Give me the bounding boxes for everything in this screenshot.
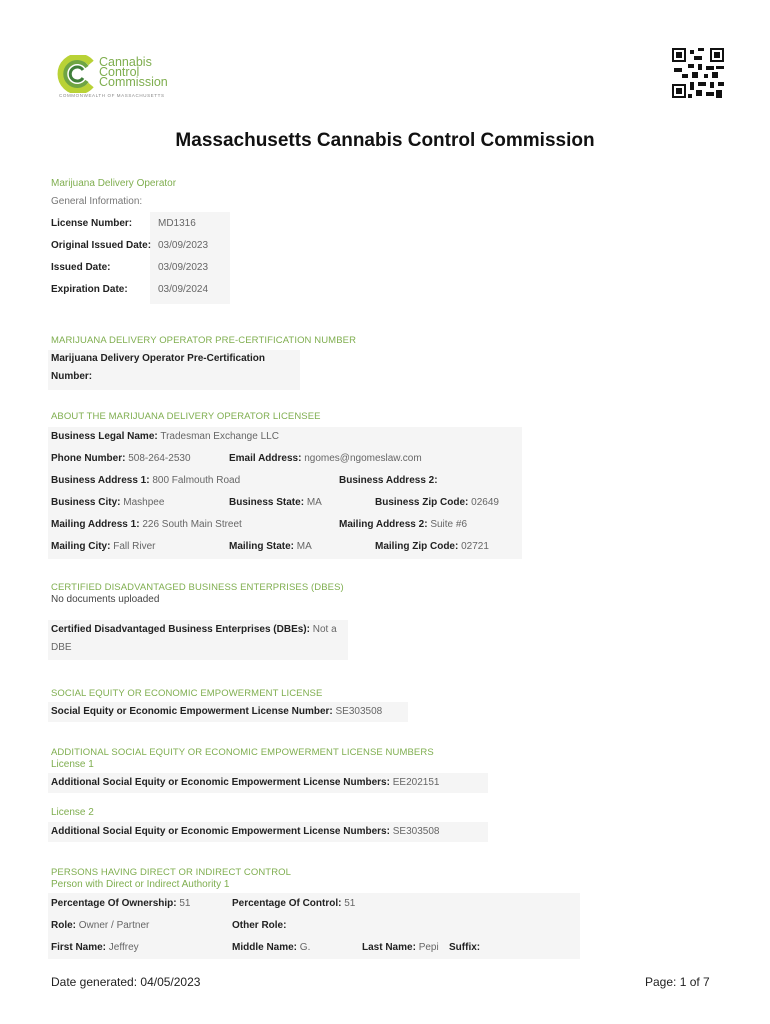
logo-mark-icon	[55, 55, 99, 93]
mail-city-value: Fall River	[113, 541, 156, 552]
dbe-row	[51, 624, 337, 635]
control-label: Percentage Of Control:	[232, 898, 342, 909]
mail2-row	[339, 519, 467, 530]
value-shade	[48, 427, 522, 559]
license2-value: SE303508	[392, 826, 440, 837]
logo-line: Cannabis	[99, 55, 152, 69]
footer-date: Date generated: 04/05/2023	[51, 975, 201, 989]
precert-label-cont: Number:	[51, 371, 93, 382]
license-type: Marijuana Delivery Operator	[51, 178, 177, 189]
license-number-label: License Number:	[51, 218, 133, 229]
logo-line: Control	[99, 65, 140, 79]
email-label: Email Address:	[229, 453, 302, 464]
social-equity-heading: SOCIAL EQUITY OR ECONOMIC EMPOWERMENT LICENSE	[51, 688, 323, 699]
address2-label: Business Address 2:	[339, 475, 438, 486]
last-name-label: Last Name:	[362, 942, 416, 953]
page-title: Massachusetts Cannabis Control Commission	[175, 130, 595, 151]
license1-label: Additional Social Equity or Economic Empowerment License Numbers:	[51, 777, 390, 788]
role-row	[51, 920, 149, 931]
middle-name-row	[232, 942, 310, 953]
persons-subheading: Person with Direct or Indirect Authority 1	[51, 879, 230, 890]
expiration-value: 03/09/2024	[158, 284, 209, 295]
mail-state-row	[229, 541, 312, 552]
suffix-row	[449, 942, 480, 953]
expiration-label: Expiration Date:	[51, 284, 128, 295]
ownership-value: 51	[179, 898, 191, 909]
mail-zip-label: Mailing Zip Code:	[375, 541, 459, 552]
phone-label: Phone Number:	[51, 453, 126, 464]
legal-name-value: Tradesman Exchange LLC	[160, 431, 279, 442]
original-issued-label: Original Issued Date:	[51, 240, 152, 251]
mail-state-value: MA	[296, 541, 312, 552]
license1-title: License 1	[51, 759, 94, 770]
license2-title: License 2	[51, 807, 94, 818]
original-issued-value: 03/09/2023	[158, 240, 209, 251]
persons-heading: PERSONS HAVING DIRECT OR INDIRECT CONTROL	[51, 867, 292, 878]
additional-heading: ADDITIONAL SOCIAL EQUITY OR ECONOMIC EMPOWERMENT LICENSE NUMBERS	[51, 747, 434, 758]
role-value: Owner / Partner	[78, 920, 150, 931]
middle-name-value: G.	[299, 942, 311, 953]
license1-value: EE202151	[392, 777, 440, 788]
footer-page-number: Page: 1 of 7	[645, 975, 710, 989]
logo-line: Commission	[99, 75, 168, 89]
email-row	[229, 453, 422, 464]
commission-logo	[55, 55, 185, 100]
license-number-value: MD1316	[158, 218, 196, 229]
mail2-value: Suite #6	[430, 519, 468, 530]
state-value: MA	[306, 497, 322, 508]
ownership-row	[51, 898, 191, 909]
license1-row	[51, 777, 439, 788]
mail1-value: 226 South Main Street	[142, 519, 242, 530]
logo-name	[99, 57, 168, 87]
mail1-label: Mailing Address 1:	[51, 519, 140, 530]
first-name-value: Jeffrey	[108, 942, 139, 953]
dbe-heading: CERTIFIED DISADVANTAGED BUSINESS ENTERPRISES (DBES)	[51, 582, 344, 593]
mail-city-label: Mailing City:	[51, 541, 111, 552]
city-row	[51, 497, 164, 508]
zip-row	[375, 497, 499, 508]
address1-label: Business Address 1:	[51, 475, 150, 486]
address1-row	[51, 475, 240, 486]
social-equity-row	[51, 706, 382, 717]
first-name-label: First Name:	[51, 942, 107, 953]
dbe-value: Not a	[312, 624, 337, 635]
license2-label: Additional Social Equity or Economic Empowerment License Numbers:	[51, 826, 390, 837]
qr-code-icon	[672, 48, 724, 98]
social-equity-label: Social Equity or Economic Empowerment License Number:	[51, 706, 333, 717]
state-row	[229, 497, 322, 508]
other-role-label: Other Role:	[232, 920, 287, 931]
zip-label: Business Zip Code:	[375, 497, 469, 508]
mail1-row	[51, 519, 242, 530]
mail-state-label: Mailing State:	[229, 541, 295, 552]
zip-value: 02649	[471, 497, 499, 508]
first-name-row	[51, 942, 139, 953]
mail2-label: Mailing Address 2:	[339, 519, 428, 530]
legal-name-label: Business Legal Name:	[51, 431, 158, 442]
role-label: Role:	[51, 920, 76, 931]
last-name-value: Pepi	[418, 942, 439, 953]
license2-row	[51, 826, 439, 837]
general-info-heading: General Information:	[51, 196, 143, 207]
legal-name-row	[51, 431, 279, 442]
dbe-note: No documents uploaded	[51, 594, 160, 605]
issued-value: 03/09/2023	[158, 262, 209, 273]
address1-value: 800 Falmouth Road	[152, 475, 241, 486]
city-value: Mashpee	[123, 497, 165, 508]
state-label: Business State:	[229, 497, 305, 508]
suffix-label: Suffix:	[449, 942, 481, 953]
dbe-value-cont: DBE	[51, 642, 72, 653]
precert-label: Marijuana Delivery Operator Pre-Certification	[51, 353, 265, 364]
logo-tagline: COMMONWEALTH OF MASSACHUSETTS	[59, 93, 165, 98]
other-role-row	[232, 920, 286, 931]
precert-heading: MARIJUANA DELIVERY OPERATOR PRE-CERTIFICATION NUMBER	[51, 335, 357, 346]
dbe-row-cont	[51, 642, 72, 653]
city-label: Business City:	[51, 497, 121, 508]
last-name-row	[362, 942, 439, 953]
control-value: 51	[344, 898, 356, 909]
middle-name-label: Middle Name:	[232, 942, 298, 953]
mail-zip-row	[375, 541, 489, 552]
phone-row	[51, 453, 191, 464]
control-row	[232, 898, 355, 909]
ownership-label: Percentage Of Ownership:	[51, 898, 177, 909]
mail-city-row	[51, 541, 155, 552]
social-equity-value: SE303508	[335, 706, 383, 717]
issued-label: Issued Date:	[51, 262, 111, 273]
mail-zip-value: 02721	[461, 541, 489, 552]
email-value: ngomes@ngomeslaw.com	[304, 453, 422, 464]
dbe-label: Certified Disadvantaged Business Enterprises (DBEs):	[51, 624, 310, 635]
phone-value: 508-264-2530	[128, 453, 191, 464]
address2-row	[339, 475, 438, 486]
licensee-heading: ABOUT THE MARIJUANA DELIVERY OPERATOR LICENSEE	[51, 411, 321, 422]
